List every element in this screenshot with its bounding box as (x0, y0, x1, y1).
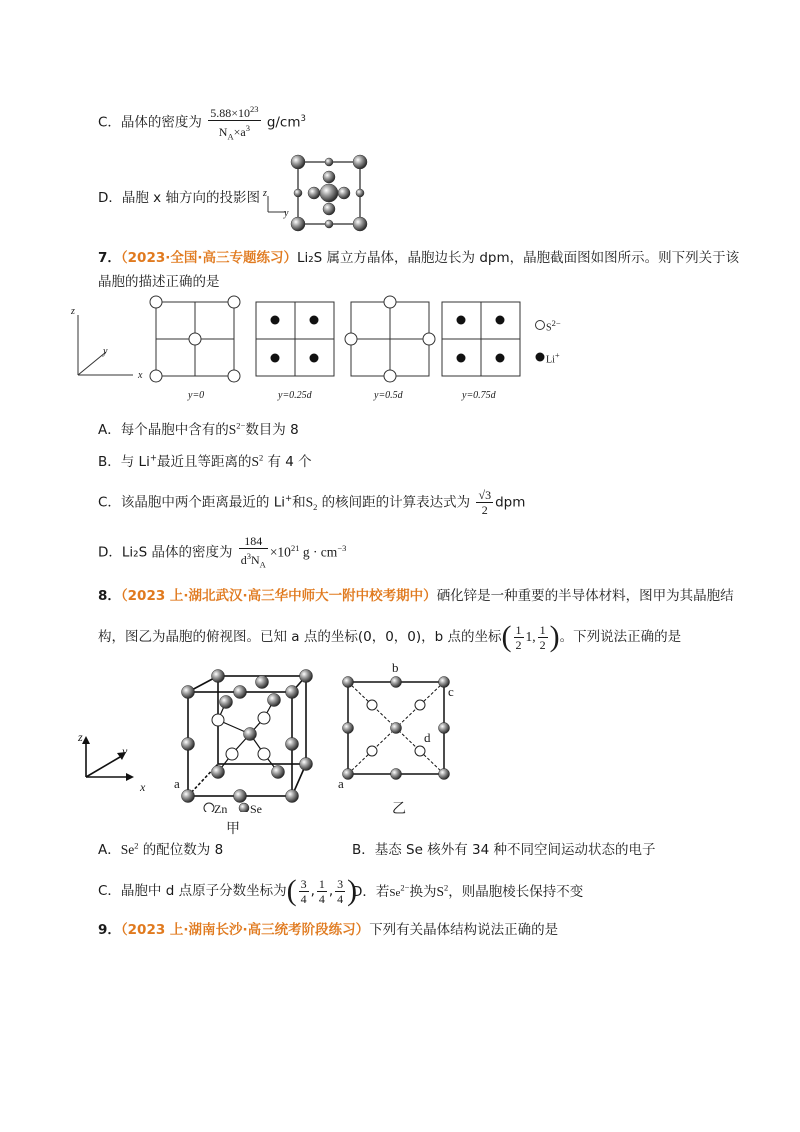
q7-axis-z-label: z (71, 306, 75, 317)
q8-cell-3d-figure (68, 662, 328, 812)
q8-axis-y-label: y (122, 744, 128, 758)
q8-label-d: d (424, 730, 431, 745)
q7-caption-4: y=0.75d (462, 390, 496, 401)
q7-caption-2: y=0.25d (278, 390, 312, 401)
q7-legend-li: Li+ (546, 350, 560, 366)
q8-axis-x-label: x (140, 780, 146, 794)
q7-stem-line1: 7．（2023·全国·高三专题练习）Li₂S 属立方晶体，晶胞边长为 dpm，晶胞截面图如图所示。则下列关于该 (98, 250, 740, 266)
q8-axis-z-label: z (78, 730, 83, 744)
q7-option-b: B．与 Li+最近且等距离的$S^2$ 有 4 个 (98, 452, 312, 470)
q7-section-figure (68, 290, 588, 410)
q8-caption-left: 甲 (226, 822, 240, 837)
q9-stem: 9．（2023 上·湖南长沙·高三统考阶段练习）下列有关晶体结构说法正确的是 (98, 922, 559, 938)
q6-axis-z-label: z (263, 188, 267, 199)
q6-axis-y-label: y (284, 208, 289, 219)
q8-legend-se: Se (250, 802, 262, 816)
q7-axis-x-label: x (138, 370, 143, 381)
q8-label-a-right: a (338, 776, 344, 791)
q7-option-a: A．每个晶胞中含有的$S^{2-}$数目为 8 (98, 420, 299, 438)
q7-legend-s: $S^{2-}$ (546, 318, 561, 334)
q7-stem-line2: 晶胞的描述正确的是 (98, 274, 220, 290)
q7-caption-3: y=0.5d (374, 390, 403, 401)
q8-option-d: D．若$Se^{2-}$换为$S^2$，则晶胞棱长保持不变 (352, 882, 584, 900)
q7-caption-1: y=0 (188, 390, 205, 401)
q7-axis-y-label: y (103, 346, 108, 357)
q8-cell-topview-figure (336, 670, 466, 790)
q6-option-c: C．晶体的密度为 $\frac{5.88\times 10^{23}}{N_A\times a^3}$ $g/cm^3$ (98, 104, 306, 142)
q8-option-a: A．Se$^2$ 的配位数为 8 (98, 840, 224, 858)
q7-option-c: C．该晶胞中两个距离最近的 Li+和$S_2$ 的核间距的计算表达式为 $\frac{√3}{2}$ dpm (98, 488, 526, 517)
q6-density-fraction: $\frac{5.88\times 10^{23}}{N_A\times a^3}$ (210, 104, 259, 142)
q7-option-d: D．Li₂S 晶体的密度为 $\frac{184}{d^3N_A}$ $\times 10^{21}$ $g \cdot cm^{-3}$ (98, 534, 347, 570)
q8-stem-line2: 构，图乙为晶胞的俯视图。已知 a 点的坐标(0，0，0)，b 点的坐标( $\frac{1}{2}$ 1, $\frac{1}{2}$ )。下列说法正确的是 (98, 620, 682, 653)
q8-option-b: B．基态 Se 核外有 34 种不同空间运动状态的电子 (352, 842, 656, 858)
q8-option-c: C．晶胞中 d 点原子分数坐标为( $\frac{3}{4}$ , $\frac{1}{4}$ , $\frac{3}{4}$ ) (98, 874, 358, 907)
q8-legend-zn: Zn (214, 802, 228, 816)
q8-caption-right: 乙 (392, 802, 406, 817)
q8-label-c: c (448, 684, 454, 699)
q6-option-d: D．晶胞 x 轴方向的投影图 (98, 190, 260, 206)
q8-label-b: b (392, 660, 399, 675)
q6-projection-figure (258, 152, 378, 232)
q8-label-a-left: a (174, 776, 180, 791)
q8-stem-line1: 8．（2023 上·湖北武汉·高三华中师大一附中校考期中）硒化锌是一种重要的半导体材料，图甲为其晶胞结 (98, 588, 734, 604)
